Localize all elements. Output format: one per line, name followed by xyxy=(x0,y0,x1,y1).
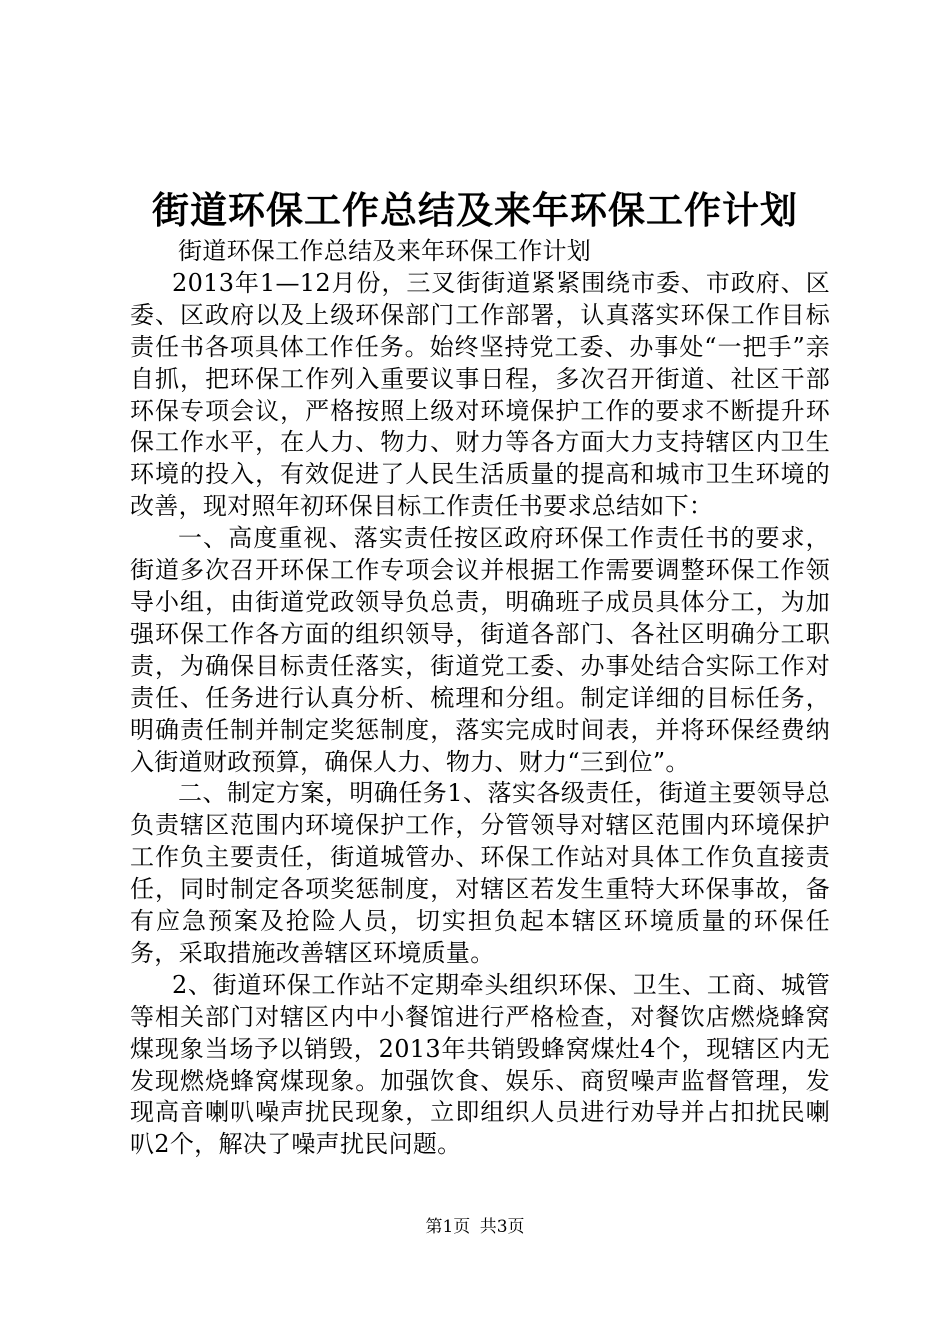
document-title: 街道环保工作总结及来年环保工作计划 xyxy=(152,188,798,232)
intro-paragraph: 2013年1—12月份，三叉街街道紧紧围绕市委、市政府、区委、区政府以及上级环保部门工作部署，认真落实环保工作目标责任书各项具体工作任务。始终坚持党工委、办事处“一把手”亲自抓，把环保工作列入重要议事日程，多次召开街道、社区干部环保专项会议，严格按照上级对环境保护工作的要求不断提升环保工作水平，在人力、物力、财力等各方面大力支持辖区内卫生环境的投入，有效促进了人民生活质量的提高和城市卫生环境的改善，现对照年初环保目标工作责任书要求总结如下： xyxy=(130,268,830,521)
page-footer xyxy=(0,1215,950,1239)
section-two-paragraph: 二、制定方案，明确任务1、落实各级责任，街道主要领导总负责辖区范围内环境保护工作，分管领导对辖区范围内环境保护工作负主要责任，街道城管办、环保工作站对具体工作负直接责任，同时制定各项奖惩制度，对辖区若发生重特大环保事故，备有应急预案及抢险人员，切实担负起本辖区环境质量的环保任务，采取措施改善辖区环境质量。 xyxy=(130,779,830,967)
item-two-paragraph: 2、街道环保工作站不定期牵头组织环保、卫生、工商、城管等相关部门对辖区内中小餐馆进行严格检查，对餐饮店燃烧蜂窝煤现象当场予以销毁，2013年共销毁蜂窝煤灶4个，现辖区内无发现燃烧蜂窝煤现象。加强饮食、娱乐、商贸噪声监督管理，发现高音喇叭噪声扰民现象，立即组织人员进行劝导并占扣扰民喇叭2个，解决了噪声扰民问题。 xyxy=(130,970,830,1159)
document-body xyxy=(130,236,830,1161)
subtitle-paragraph: 街道环保工作总结及来年环保工作计划 xyxy=(178,237,592,265)
page-number: 第1页 xyxy=(425,1217,471,1237)
page-total: 共3页 xyxy=(479,1217,525,1237)
section-one-paragraph: 一、高度重视、落实责任按区政府环保工作责任书的要求，街道多次召开环保工作专项会议并根据工作需要调整环保工作领导小组，由街道党政领导负总责，明确班子成员具体分工，为加强环保工作各方面的组织领导，街道各部门、各社区明确分工职责，为确保目标责任落实，街道党工委、办事处结合实际工作对责任、任务进行认真分析、梳理和分组。制定详细的目标任务，明确责任制并制定奖惩制度，落实完成时间表，并将环保经费纳入街道财政预算，确保人力、物力、财力“三到位”。 xyxy=(130,524,830,776)
